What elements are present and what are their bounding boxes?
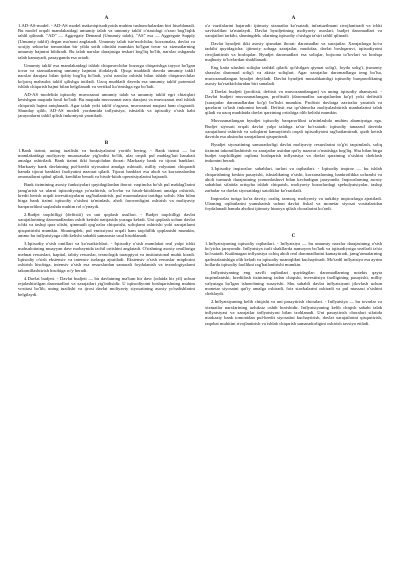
paragraph: 1.AD-AS-model. - AD-AS model makroiqtisodiyotda muhim tushunchalardan biri hisoblanadi. Bu model orqali mamlakatdagi umumiy talab va umumiy taklif o'rtasidagi o'zaro bog'liqlik tahlil qilinadi. "AD" — Aggregate Demand (Umumiy talab), "AS" esa — Aggregate Supply (Umumiy taklif) degan ma'noni anglatadi. Umumiy talab iste'molchilar, korxonalar, davlat va xorijiy sektorlar tomonidan bir yilda sotib olinishi mumkin bo'lgan tovar va xizmatlarning umumiy hajmini bildiradi. Bu talab narxlar darajasiga teskari bog'liq bo'lib, narxlar oshganda talab kamayadi, pasayganda esa ortadi. bbox=[18, 22, 195, 60]
paragraph: 2.Davlat budjeti (profitsit, defitsit va muvozanatlangan) va uning iqtisodiy ahamiyati. - Davlat budjeti muvozanatlangan, profitsitli (daromadlar xarajatlardan ko'p) yoki defitsitli (xarajatlar daromadlardan ko'p) bo'lishi mumkin. Profitsit davlatga zaxiralar yaratish va qarzlarni to'lash imkonini beradi. Defitsit esa qo'shimcha moliyalashtirish manbalarini talab qiladi va uzoq muddatda davlat qarzining ortishiga olib kelishi mumkin. bbox=[205, 89, 382, 116]
paragraph: Inqirozlar turiga ko'ra davriy, oraliq, tarmoq, moliyaviy va tarkibiy inqirozlarga ajratiladi. Ularning oqibatlarini yumshatish uchun davlat fiskal va monetar siyosat vositalaridan foydalanadi hamda aholini ijtimoiy himoya qilish choralarini ko'radi. bbox=[205, 195, 382, 212]
paragraph: 1.Bank tizimi, uning tuzilishi va funksiyalarini yoritib bering. - Bank tizimi — bu mamlakatdagi moliyaviy muassasalar yig'indisi bo'lib, ular orqali pul mablag'lari harakati amalga oshiriladi. Bank tizimi ikki bosqichdan iborat: Markaziy bank va tijorat banklari. Markaziy bank davlatning pul-kredit siyosatini amalga oshiradi, milliy valyutani chiqaradi hamda tijorat banklari faoliyatini nazorat qiladi. Tijorat banklari esa aholi va korxonalardan omonatlarni qabul qiladi, kreditlar beradi va hisob-kitob operatsiyalarini bajaradi. bbox=[18, 147, 195, 180]
paragraph: 3.Iqtisodiy o'sish omillari va ko'rsatkichlari. - Iqtisodiy o'sish mamlakat real yalpi ichki mahsulotining muayyan davr mobaynida izchil ortishini anglatadi. O'sishning asosiy omillariga mehnat resurslari, kapital, tabiiy resurslar, texnologik taraqqiyot va institutsional muhit kiradi. Iqtisodiy o'sish ekstensiv va intensiv turlarga ajratiladi. Ekstensiv o'sish resurslar miqdorini oshirish hisobiga, intensiv o'sish esa resurslardan samarali foydalanish va texnologiyalarni takomillashtirish hisobiga ro'y beradi. bbox=[18, 240, 195, 273]
paragraph: 2.Budjet taqchilligi (defitsiti) va uni qoplash usullari. - Budjet taqchilligi davlat xarajatlarining daromadlardan oshib ketishi natijasida yuzaga keladi. Uni qoplash uchun davlat ichki va tashqi qarz olishi, qimmatli qog'ozlar chiqarishi, soliqlarni oshirishi yoki xarajatlarni qisqartirishi mumkin. Shuningdek, pul emissiyasi orqali ham taqchillik qoplanishi mumkin, ammo bu inflyatsiyaga olib kelishi sababli samarasiz usul hisoblanadi. bbox=[18, 211, 195, 238]
section-letter-a-right: A bbox=[291, 15, 296, 21]
paragraph: AD-AS modelida iqtisodiy muvozanat umumiy talab va umumiy taklif egri chiziqlari kesishgan nuqtada hosil bo'ladi. Bu nuqtada muvozanat narx darajasi va muvozanat real ishlab chiqarish hajmi aniqlanadi. Agar talab yoki taklif o'zgarsa, muvozanat nuqtasi ham o'zgaradi. Shunday qilib, AD-AS modeli yordamida inflyatsiya, ishsizlik va iqtisodiy o'sish kabi jarayonlarni tahlil qilish imkoniyati yaratiladi. bbox=[18, 91, 195, 119]
section-letter-b: B bbox=[104, 140, 109, 147]
section-letter-a: A bbox=[104, 15, 109, 21]
paragraph: Muvozanatlangan byudjet iqtisodiy barqarorlikni ta'minlashda muhim ahamiyatga ega. Budjet siyosati orqali davlat yalpi talabga ta'sir ko'rsatadi: iqtisodiy tanazzul davrida xarajatlarni oshirish va soliqlarni kamaytirish orqali iqtisodiyotni rag'batlantiradi, qizib ketish davrida esa aksincha xarajatlarni qisqartiradi. bbox=[205, 118, 382, 140]
paragraph: Inflyatsiyaning eng xavfli oqibatlari quyidagilar: daromadlarning notekis qayta taqsimlanishi, kreditlash tizimining izdan chiqishi, investitsiya faolligining pasayishi, milliy valyutaga bo'lgan ishonchning susayishi. Shu sababli davlat inflyatsiyani jilovlash uchun monetar siyosatni qat'iy amalga oshiradi, foiz stavkalarini oshiradi va pul massasi o'sishini cheklaydi. bbox=[205, 270, 382, 297]
paragraph: 4.Davlat budjeti. - Davlat budjeti — bu davlatning ma'lum bir davr (odatda bir yil) uchun rejalashtirilgan daromadlari va xarajatlari yig'indisidir. U iqtisodiyotni boshqarishning muhim vositasi bo'lib, uning tuzilishi va ijrosi davlat moliyaviy siyosatining asosiy yo'nalishlarini belgilaydi. bbox=[18, 275, 195, 297]
paragraph: Umumiy taklif esa mamlakatdagi ishlab chiqaruvchilar bozorga chiqarishga tayyor bo'lgan tovar va xizmatlarning umumiy hajmini ifodalaydi. Qisqa muddatli davrda umumiy taklif narxlar darajasi bilan ijobiy bog'liq bo'ladi, ya'ni narxlar oshishi bilan ishlab chiqaruvchilar ko'proq mahsulot taklif qilishga intiladi. Uzoq muddatli davrda esa umumiy taklif potensial ishlab chiqarish hajmi bilan belgilanadi va vertikal ko'rinishga ega bo'ladi. bbox=[18, 62, 195, 89]
paragraph: Eng katta ulushni soliqlar tashkil qiladi: qo'shilgan qiymat solig'i, foyda solig'i, jismoniy shaxslar daromad solig'i va aktsiz soliqlari. Agar xarajatlar daromadlarga teng bo'lsa, muvozanatlangan byudjet deyiladi. Davlat byudjeti mustahkamligi iqtisodiy barqarorlikning asosiy ko'rsatkichlaridan biri sanaladi. bbox=[205, 65, 382, 87]
paragraph: o'z vazifalarini bajaradi: ijtimoiy xizmatlar ko'rsatadi, infratuzilmani rivojlantiradi va ichki xavfsizlikni ta'minlaydi. Davlat byudjetining moliyaviy asoslari, budjet daromadlari va xarajatlari tarkibi, shuningdek, ularning iqtisodiy o'sishga ta'siri tahlil qilinadi. bbox=[205, 22, 382, 39]
paragraph: 1.Inflyatsiyaning iqtisodiy oqibatlari. - Inflyatsiya — bu umumiy narxlar darajasining o'sish bo'yicha jarayondir. Inflyatsiya turli shakllarda namoyon bo'ladi va iqtisodiyotga sezilarli ta'sir ko'rsatadi. Kutilmagan inflyatsiya ochiq aholi real daromadlarini kamaytiradi, jamg'armalarning qadrsizlanishiga olib keladi va iqtisodiy noaniqlikni kuchaytiradi. Mo'tadil inflyatsiya esa ayrim hollarda iqtisodiy faollikni rag'batlantirishi mumkin. bbox=[205, 240, 382, 268]
paragraph: Davlat byudjeti ikki asosiy qismdan iborat: daromadlar va xarajatlar. Xarajatlarga ko'ra tarkibi quyidagicha: ijtimoiy sohaga xarajatlar, mudofaa, davlat boshqaruvi, iqtisodiyotni rivojlantirish va boshqalar. Byudjet daromadlari esa soliqlar, bojxona to'lovlari va boshqa majburiy to'lovlardan shakllanadi. bbox=[205, 41, 382, 63]
paragraph: Byudjet siyosatining samaradorligi davlat moliyaviy resurslarini to'g'ri taqsimlash, soliq tizimini takomillashtirish va xarajatlar ustidan qat'iy nazorat o'rnatishga bog'liq. Shu bilan birga budjet taqchilligini oqilona boshqarish inflyatsiya va davlat qarzining o'sishini cheklash imkonini beradi. bbox=[205, 142, 382, 164]
paragraph: 2.Inflyatsiyaning kelib chiqishi va uni pasaytirish choralari. - Inflyatsiya — bu tovarlar va xizmatlar narxlarining uzluksiz oshib borishidir. Inflyatsiyaning kelib chiqish sababi talab inflyatsiyasi va xarajatlar inflyatsiyasi bilan izohlanadi. Uni pasaytirish choralari sifatida markaziy bank tomonidan pul-kredit siyosatini kuchaytirish, davlat xarajatlarini qisqartirish, raqobat muhitini rivojlantirish va ishlab chiqarish samaradorligini oshirish tavsiya etiladi. bbox=[205, 299, 382, 326]
paragraph: 3.Iqtisodiy inqirozlar: sabablari, turlari va oqibatlari. - Iqtisodiy inqiroz — bu ishlab chiqarishning keskin pasayishi, ishsizlikning o'sishi, korxonalarning bankrotlikka uchrashi va aholi turmush darajasining yomonlashuvi bilan kechadigan jarayondir. Inqirozlarning asosiy sabablari sifatida ortiqcha ishlab chiqarish, moliyaviy bozorlardagi spekulyatsiyalar, tashqi zarbalar va davlat siyosatidagi xatoliklar ko'rsatiladi. bbox=[205, 166, 382, 193]
left-column bbox=[18, 14, 195, 554]
section-letter-c: C bbox=[291, 233, 296, 240]
paragraph: Bank tizimining asosiy funksiyalari quyidagilardan iborat: vaqtincha bo'sh pul mablag'larini jamg'arish va ularni iqtisodiyotga yo'naltirish, to'lovlar va hisob-kitoblarni amalga oshirish, kredit berish orqali investitsiyalarni rag'batlantirish, pul muomalasini tartibga solish. Shu bilan birga bank tizimi iqtisodiy o'sishni ta'minlash, aholi farovonligini oshirish va moliyaviy barqarorlikni saqlashda muhim rol o'ynaydi. bbox=[18, 182, 195, 209]
right-column bbox=[205, 14, 382, 554]
